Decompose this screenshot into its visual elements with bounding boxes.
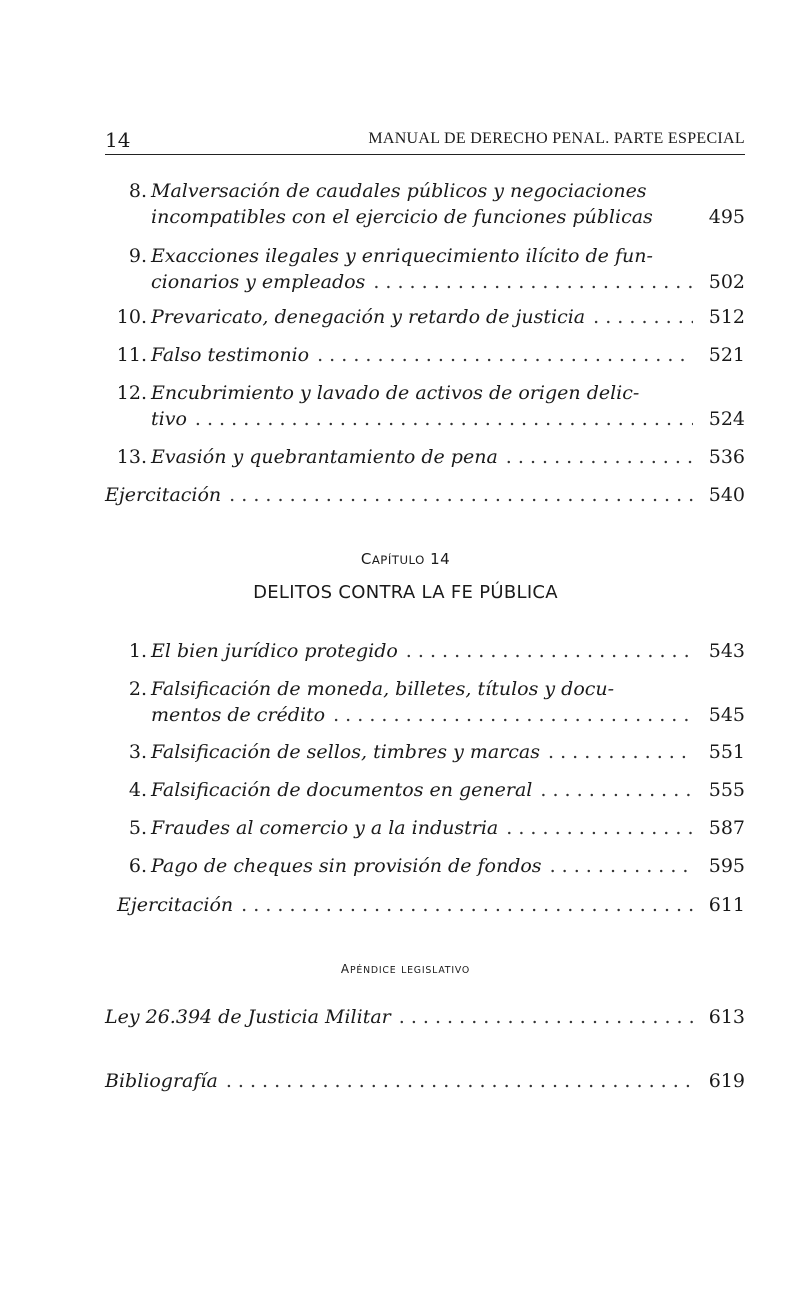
- entry-number: 5.: [128, 817, 147, 839]
- leader-dots: [195, 406, 693, 432]
- entry-title-line: Ejercitación: [117, 894, 234, 916]
- entry-page: 540: [708, 484, 745, 506]
- toc-entry-c5[interactable]: [105, 815, 745, 841]
- entry-number: 11.: [116, 344, 147, 366]
- leader-dots: [540, 777, 693, 803]
- entry-page: 512: [708, 306, 745, 328]
- entry-title-line: Evasión y quebrantamiento de pena: [151, 446, 498, 468]
- toc-entry-8[interactable]: [105, 178, 745, 230]
- entry-number: 6.: [128, 855, 147, 877]
- entry-number: 9.: [128, 245, 147, 267]
- toc-entry-appendix[interactable]: [105, 1004, 745, 1030]
- leader-dots: [506, 444, 693, 470]
- entry-title-line: Falsificación de moneda, billetes, títulos y docu-: [151, 678, 615, 700]
- toc-entry-exercise-a[interactable]: [105, 482, 745, 508]
- entry-number: 4.: [128, 779, 147, 801]
- leader-dots: [550, 853, 693, 879]
- entry-title-line: mentos de crédito: [151, 704, 326, 726]
- page-header: [105, 128, 745, 155]
- entry-number: 10.: [116, 306, 147, 328]
- entry-title-line: cionarios y empleados: [151, 271, 366, 293]
- entry-page: 536: [708, 446, 745, 468]
- toc-entry-exercise-b[interactable]: [105, 892, 745, 918]
- toc-entry-12[interactable]: [105, 380, 745, 432]
- toc-entry-c4[interactable]: [105, 777, 745, 803]
- entry-page: 587: [708, 817, 745, 839]
- appendix-label: APÉNDICE LEGISLATIVO: [340, 962, 471, 976]
- entry-number: 1.: [128, 640, 147, 662]
- toc-entry-11[interactable]: [105, 342, 745, 368]
- entry-page: 551: [708, 741, 745, 763]
- entry-title-line: Ley 26.394 de Justicia Militar: [105, 1006, 391, 1028]
- entry-page: 521: [708, 344, 745, 366]
- entry-page: 595: [708, 855, 745, 877]
- entry-title-line: Encubrimiento y lavado de activos de origen delic-: [151, 382, 640, 404]
- entry-number: 2.: [128, 678, 147, 700]
- entry-page: 502: [708, 271, 745, 293]
- leader-dots: [241, 892, 693, 918]
- entry-title-line: tivo: [151, 408, 187, 430]
- entry-page: 524: [708, 408, 745, 430]
- entry-title-line: Pago de cheques sin provisión de fondos: [151, 855, 542, 877]
- toc-entry-c3[interactable]: [105, 739, 745, 765]
- entry-title-line: Falso testimonio: [151, 344, 310, 366]
- entry-page: 543: [708, 640, 745, 662]
- toc-entry-9[interactable]: [105, 243, 745, 295]
- entry-page: 611: [708, 894, 745, 916]
- toc-entry-c2[interactable]: [105, 676, 745, 728]
- entry-page: 495: [708, 206, 745, 228]
- entry-title-line: Bibliografía: [105, 1070, 218, 1092]
- page-number: 14: [105, 128, 131, 152]
- entry-number: 12.: [116, 382, 147, 404]
- leader-dots: [506, 815, 693, 841]
- entry-title-line: incompatibles con el ejercicio de funciones públicas: [151, 206, 653, 228]
- toc-entry-bibliography[interactable]: [105, 1068, 745, 1094]
- leader-dots: [333, 702, 693, 728]
- toc-entry-c1[interactable]: [105, 638, 745, 664]
- chapter-label: CAPÍTULO 14: [360, 550, 451, 568]
- running-head: MANUAL DE DERECHO PENAL. PARTE ESPECIAL: [368, 130, 745, 147]
- entry-title-line: Fraudes al comercio y a la industria: [151, 817, 499, 839]
- entry-number: 3.: [128, 741, 147, 763]
- leader-dots: [226, 1068, 693, 1094]
- toc-entry-c6[interactable]: [105, 853, 745, 879]
- entry-title-line: Falsificación de documentos en general: [151, 779, 533, 801]
- entry-title-line: Malversación de caudales públicos y negociaciones: [151, 180, 647, 202]
- entry-page: 555: [708, 779, 745, 801]
- entry-title-line: Prevaricato, denegación y retardo de justicia: [151, 306, 586, 328]
- entry-number: 8.: [128, 180, 147, 202]
- entry-title-line: Falsificación de sellos, timbres y marcas: [151, 741, 540, 763]
- leader-dots: [373, 269, 693, 295]
- leader-dots: [406, 638, 693, 664]
- toc-entry-13[interactable]: [105, 444, 745, 470]
- leader-dots: [593, 304, 693, 330]
- entry-title-line: El bien jurídico protegido: [151, 640, 398, 662]
- leader-dots: [548, 739, 693, 765]
- leader-dots: [229, 482, 693, 508]
- entry-number: 13.: [116, 446, 147, 468]
- leader-dots: [317, 342, 693, 368]
- leader-dots: [399, 1004, 693, 1030]
- entry-title-line: Exacciones ilegales y enriquecimiento ilícito de fun-: [151, 245, 653, 267]
- entry-page: 619: [708, 1070, 745, 1092]
- entry-page: 545: [708, 704, 745, 726]
- entry-title-line: Ejercitación: [105, 484, 222, 506]
- entry-page: 613: [708, 1006, 745, 1028]
- chapter-title: DELITOS CONTRA LA FE PÚBLICA: [253, 582, 558, 603]
- toc-entry-10[interactable]: [105, 304, 745, 330]
